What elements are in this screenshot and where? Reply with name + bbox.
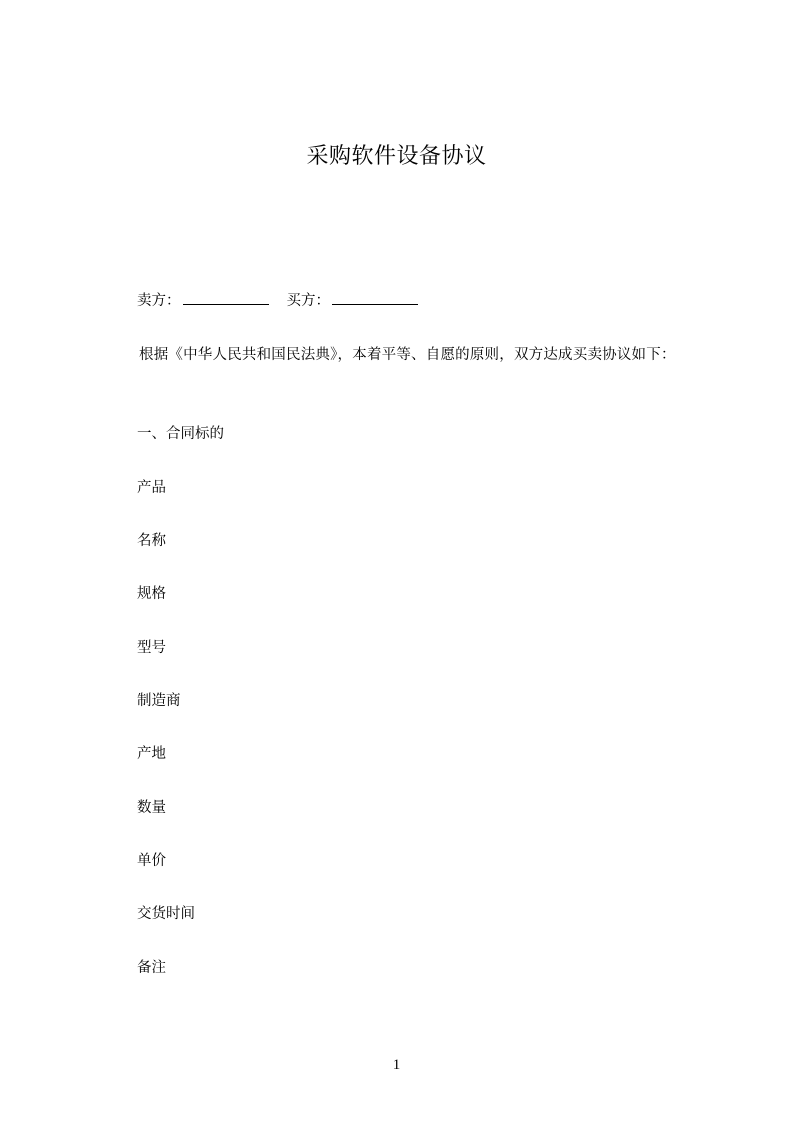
preamble-paragraph: 根据《中华人民共和国民法典》，本着平等、自愿的原则，双方达成买卖协议如下： (139, 347, 676, 363)
list-item: 制造商 (137, 693, 181, 709)
list-item: 型号 (137, 640, 166, 656)
list-item: 产品 (137, 480, 166, 496)
seller-blank (183, 290, 269, 305)
list-item: 数量 (137, 800, 166, 816)
list-item: 备注 (137, 960, 166, 976)
list-item: 产地 (137, 746, 166, 762)
buyer-label: 买方： (286, 293, 330, 309)
section-heading: 一、合同标的 (137, 426, 224, 442)
document-title: 采购软件设备协议 (306, 144, 487, 169)
list-item: 单价 (137, 853, 166, 869)
page-number: 1 (392, 1057, 401, 1073)
parties-line (137, 290, 418, 311)
seller-label: 卖方： (137, 293, 181, 309)
buyer-blank (332, 290, 418, 305)
list-item: 名称 (137, 533, 166, 549)
list-item: 交货时间 (137, 906, 195, 922)
list-item: 规格 (137, 586, 166, 602)
